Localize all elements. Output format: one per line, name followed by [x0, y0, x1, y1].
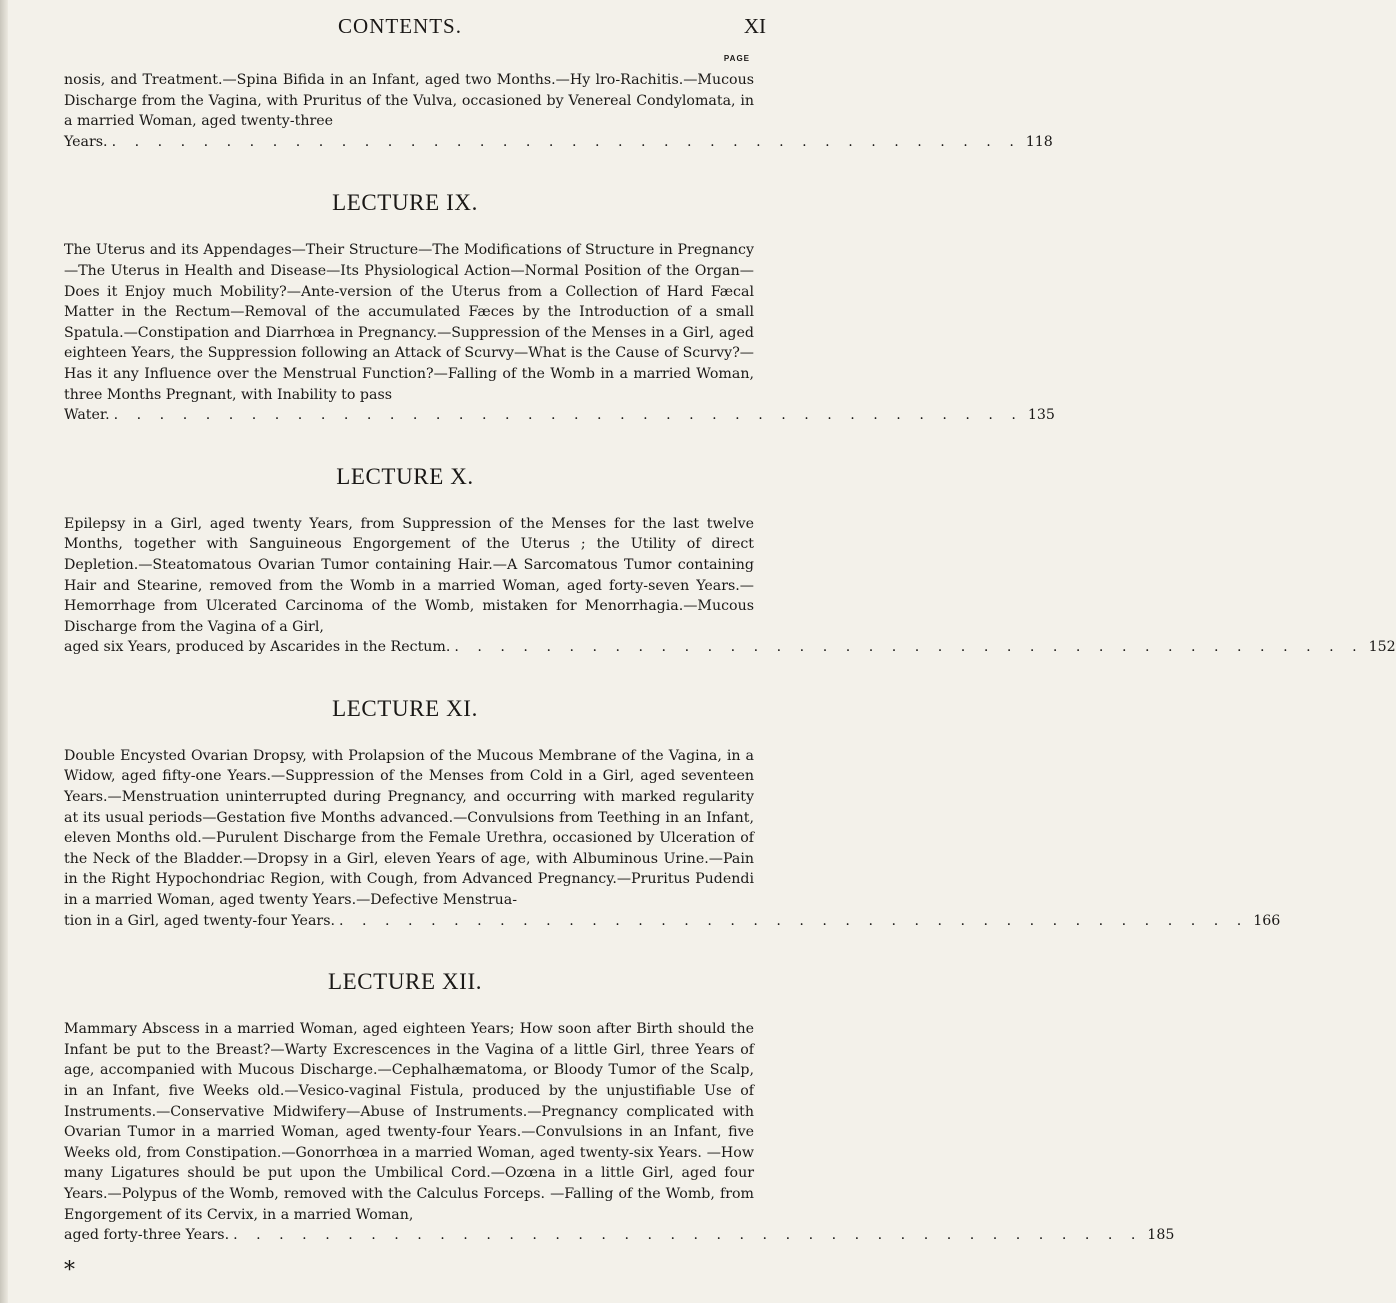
entry-last-line [64, 1225, 1175, 1246]
entry-page-number: 118 [1025, 133, 1053, 150]
entry-text: Double Encysted Ovarian Dropsy, with Prolapsion of the Mucous Membrane of the Vagina, in a Widow, aged fifty-one Years.—Suppression of the Menses from Cold in a Girl, aged seventeen Years.—Menstruation uninterrupted during Pregnancy, and occurring with marked regularity at its usual periods—Gestation five Months advanced.—Convulsions from Teething in an Infant, eleven Months old.—Purulent Discharge from the Female Urethra, occasioned by Ulceration of the Neck of the Bladder.—Dropsy in a Girl, eleven Years of age, with Albuminous Urine.—Pain in the Right Hypochondriac Region, with Cough, from Advanced Pregnancy.—Pruritus Pudendi in a married Woman, aged twenty Years.—Defective Menstrua- [64, 747, 754, 909]
entry-last-text: Water. [64, 407, 110, 424]
lecture-section [56, 695, 1281, 931]
entry-text: nosis, and Treatment.—Spina Bifida in an Infant, aged two Months.—Hy lro-Rachitis.—Mucous Discharge from the Vagina, with Pruritus of the Vulva, occasioned by Venereal Condylomata, in a married Woman, aged twenty-three [64, 72, 754, 130]
running-head [0, 14, 800, 44]
entry-last-line [64, 405, 1055, 426]
lecture-entry [64, 1019, 1175, 1246]
folio-number: XI [743, 14, 766, 38]
lecture-section [56, 190, 1055, 425]
entry-text: The Uterus and its Appendages—Their Structure—The Modifications of Structure in Pregnancy—The Uterus in Health and Disease—Its Physiological Action—Normal Position of the Organ—Does it Enjoy much Mobility?—Ante-version of the Uterus from a Collection of Hard Fæcal Matter in the Rectum—Removal of the accumulated Fæces by the Introduction of a small Spatula.—Constipation and Diarrhœa in Pregnancy.—Suppression of the Menses in a Girl, aged eighteen Years, the Suppression following an Attack of Scurvy—What is the Cause of Scurvy?—Has it any Influence over the Menstrual Function?—Falling of the Womb in a married Woman, three Months Pregnant, with Inability to pass [64, 242, 754, 403]
entry-text: Mammary Abscess in a married Woman, aged eighteen Years; How soon after Birth should the Infant be put to the Breast?—Warty Excrescences in the Vagina of a little Girl, three Years of age, accompanied with Mucous Discharge.—Cephalhæmatoma, or Bloody Tumor of the Scalp, in an Infant, five Weeks old.—Vesico-vaginal Fistula, produced by the unjustifiable Use of Instruments.—Conservative Midwifery—Abuse of Instruments.—Pregnancy complicated with Ovarian Tumor in a married Woman, aged twenty-four Years.—Convulsions in an Infant, five Weeks old, from Constipation.—Gonorrhœa in a married Woman, aged twenty-six Years. —How many Ligatures should be put upon the Umbilical Cord.—Ozœna in a little Girl, aged four Years.—Polypus of the Womb, removed with the Calculus Forceps. —Falling of the Womb, from Engorgement of its Cervix, in a married Woman, [64, 1021, 754, 1223]
lecture-heading: LECTURE X. [336, 463, 474, 489]
page-edge-shadow [0, 0, 8, 1303]
entry-page-number: 152 [1368, 639, 1396, 656]
leader-dots: . . . . . . . . . . . . . . . . . . . . . . . . . . . . . . . . . . . . . . . . [454, 639, 1364, 656]
lecture-heading: LECTURE XII. [327, 969, 483, 995]
continuation-entry [64, 70, 1053, 152]
lecture-section [56, 463, 1396, 658]
page-column-label: PAGE [723, 54, 750, 63]
contents-body [56, 58, 1396, 1246]
entry-page-number: 185 [1147, 1227, 1175, 1244]
printer-mark: * [64, 1258, 75, 1283]
lecture-entry [64, 746, 1281, 931]
entry-last-line [64, 132, 1053, 153]
lecture-entry [64, 514, 1396, 658]
entry-last-text: Years. [64, 133, 108, 150]
lecture-entry [64, 240, 1055, 425]
leader-dots: . . . . . . . . . . . . . . . . . . . . . . . . . . . . . . . . . . . . . . . . [113, 407, 1023, 424]
leader-dots: . . . . . . . . . . . . . . . . . . . . . . . . . . . . . . . . . . . . . . . . [339, 912, 1249, 929]
entry-last-text: tion in a Girl, aged twenty-four Years. [64, 912, 335, 929]
entry-page-number: 166 [1253, 912, 1281, 929]
entry-last-text: aged six Years, produced by Ascarides in the Rectum. [64, 639, 451, 656]
leader-dots: . . . . . . . . . . . . . . . . . . . . . . . . . . . . . . . . . . . . . . . . [111, 133, 1021, 150]
leader-dots: . . . . . . . . . . . . . . . . . . . . . . . . . . . . . . . . . . . . . . . . [233, 1227, 1143, 1244]
entry-text: Epilepsy in a Girl, aged twenty Years, from Suppression of the Menses for the last twelve Months, together with Sanguineous Engorgement of the Uterus ; the Utility of direct Depletion.—Steatomatous Ovarian Tumor containing Hair.—A Sarcomatous Tumor containing Hair and Stearine, removed from the Womb in a married Woman, aged forty-seven Years.—Hemorrhage from Ulcerated Carcinoma of the Womb, mistaken for Menorrhagia.—Mucous Discharge from the Vagina of a Girl, [64, 515, 754, 635]
lecture-heading: LECTURE IX. [332, 190, 478, 216]
lecture-heading: LECTURE XI. [332, 695, 478, 721]
entry-last-line [64, 911, 1281, 932]
entry-last-line [64, 637, 1396, 658]
lecture-section [56, 969, 1175, 1246]
running-title: CONTENTS. [338, 14, 462, 38]
entry-last-text: aged forty-three Years. [64, 1227, 230, 1244]
entry-page-number: 135 [1027, 407, 1055, 424]
